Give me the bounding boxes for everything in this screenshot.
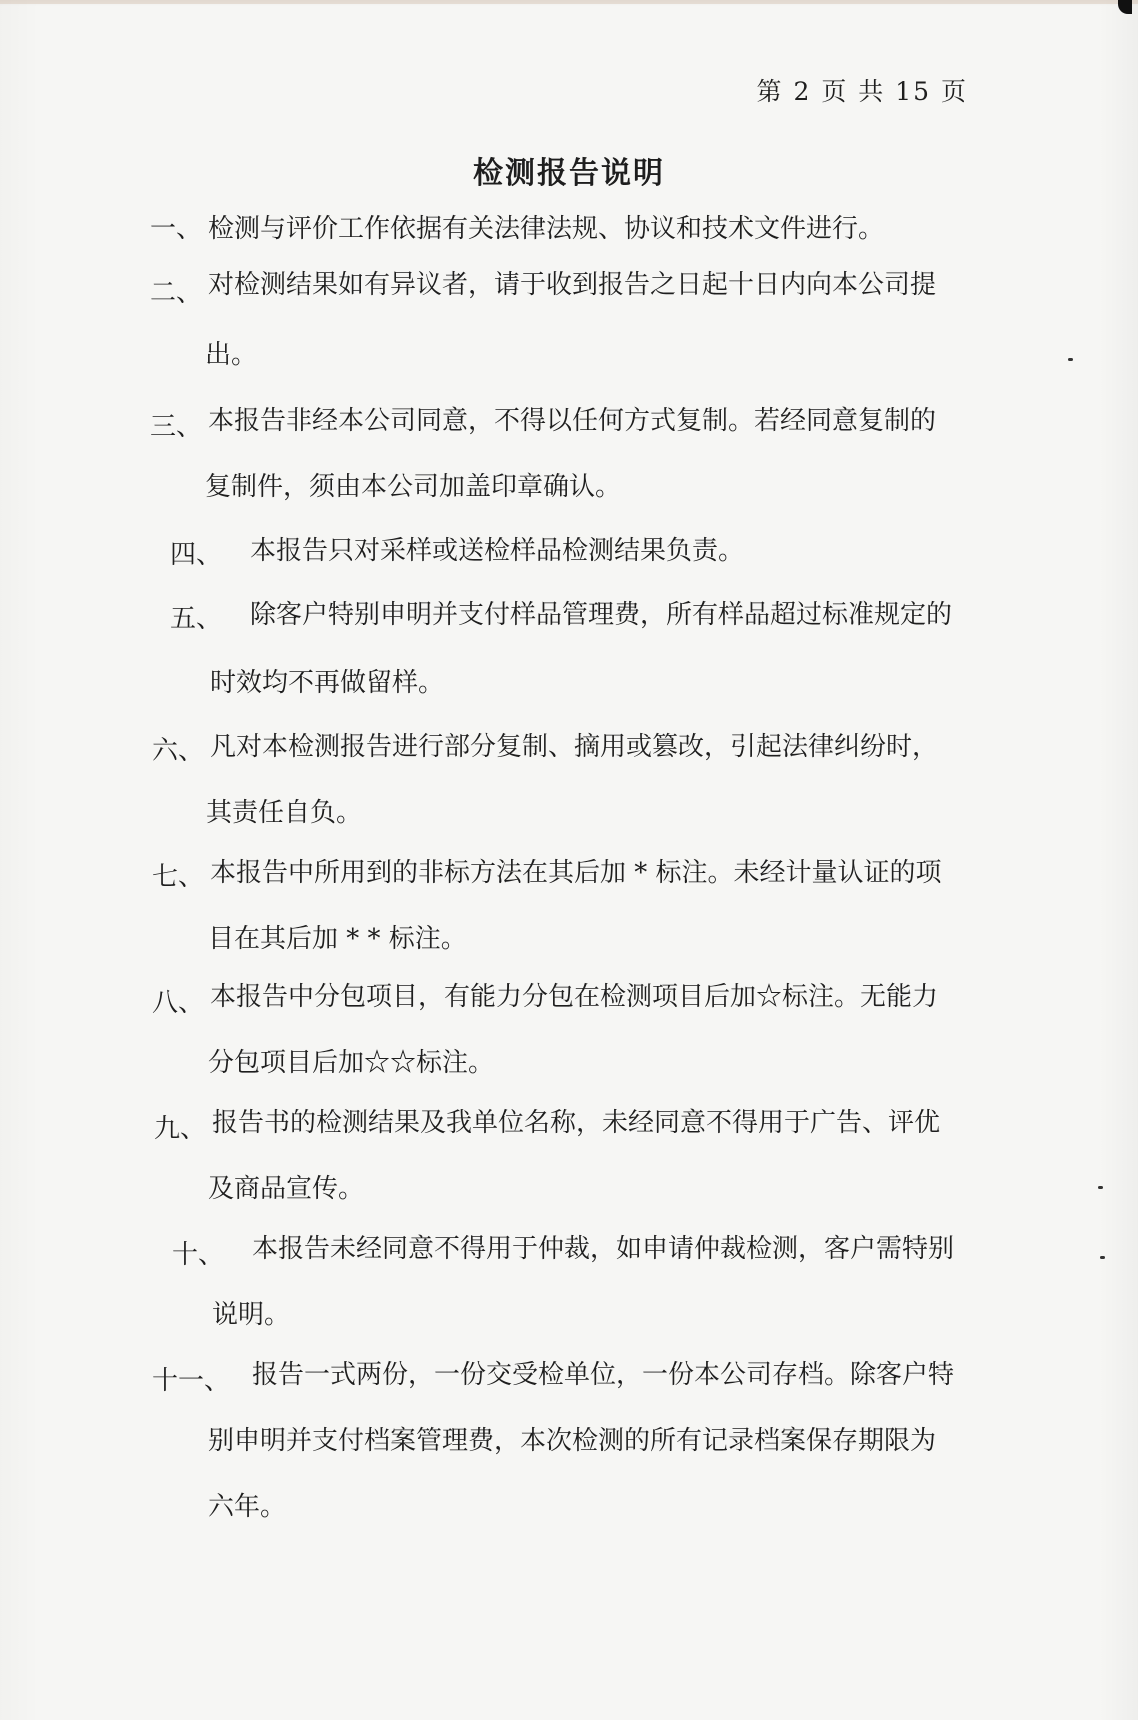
clause-number: 二、 <box>150 278 203 308</box>
clause-4 <box>170 536 745 570</box>
clause-line: 报告一式两份，一份交受检单位，一份本公司存档。除客户特 <box>252 1360 955 1390</box>
clause-line: 说明。 <box>212 1300 291 1330</box>
clause-2 <box>150 270 937 370</box>
clause-line: 本报告中分包项目，有能力分包在检测项目后加☆标注。无能力 <box>210 982 939 1012</box>
clause-line: 别申明并支付档案管理费，本次检测的所有记录档案保存期限为 <box>208 1426 937 1456</box>
clause-11 <box>152 1360 955 1522</box>
clause-line: 目在其后加 * * 标注。 <box>208 924 467 954</box>
paper-speck <box>1098 1186 1103 1189</box>
page-number: 第 2 页 共 15 页 <box>756 77 968 106</box>
clause-line: 凡对本检测报告进行部分复制、摘用或篡改，引起法律纠纷时， <box>210 732 939 762</box>
clause-line: 本报告中所用到的非标方法在其后加 * 标注。未经计量认证的项 <box>210 858 942 888</box>
clause-3 <box>150 406 937 502</box>
clause-number: 八、 <box>152 988 205 1018</box>
clause-8 <box>152 982 939 1078</box>
clause-number: 五、 <box>170 604 223 634</box>
paper-speck <box>1068 358 1073 361</box>
clause-number: 七、 <box>152 862 205 892</box>
clause-line: 检测与评价工作依据有关法律法规、协议和技术文件进行。 <box>208 214 885 244</box>
clause-number: 一、 <box>150 214 203 244</box>
clause-number: 三、 <box>150 412 203 442</box>
clause-line: 复制件，须由本公司加盖印章确认。 <box>205 472 622 502</box>
clause-line: 六年。 <box>208 1492 287 1522</box>
clause-line: 时效均不再做留样。 <box>210 668 445 698</box>
clause-5 <box>170 600 953 698</box>
clause-6 <box>152 732 939 828</box>
clause-number: 十一、 <box>152 1366 231 1396</box>
clause-number: 十、 <box>172 1240 225 1270</box>
corner-mark <box>1118 0 1132 14</box>
clause-line: 分包项目后加☆☆标注。 <box>208 1048 495 1078</box>
clause-1 <box>150 214 885 244</box>
clause-line: 其责任自负。 <box>206 798 363 828</box>
clause-number: 六、 <box>152 736 205 766</box>
document-title: 检测报告说明 <box>473 156 665 191</box>
paper-top-edge <box>0 0 1138 4</box>
clause-number: 四、 <box>170 540 223 570</box>
clause-line: 及商品宣传。 <box>208 1174 365 1204</box>
clause-line: 出。 <box>205 340 258 370</box>
clause-9 <box>154 1108 941 1204</box>
clause-number: 九、 <box>154 1114 207 1144</box>
clause-line: 本报告只对采样或送检样品检测结果负责。 <box>250 536 745 566</box>
paper-speck <box>1100 1256 1105 1259</box>
clause-line: 报告书的检测结果及我单位名称，未经同意不得用于广告、评优 <box>212 1108 941 1138</box>
clause-line: 对检测结果如有异议者，请于收到报告之日起十日内向本公司提 <box>208 270 937 300</box>
clause-line: 本报告非经本公司同意，不得以任何方式复制。若经同意复制的 <box>208 406 937 436</box>
clause-7 <box>152 858 942 954</box>
clause-line: 本报告未经同意不得用于仲裁，如申请仲裁检测，客户需特别 <box>252 1234 955 1264</box>
clause-line: 除客户特别申明并支付样品管理费，所有样品超过标准规定的 <box>250 600 953 630</box>
clause-10 <box>172 1234 955 1330</box>
